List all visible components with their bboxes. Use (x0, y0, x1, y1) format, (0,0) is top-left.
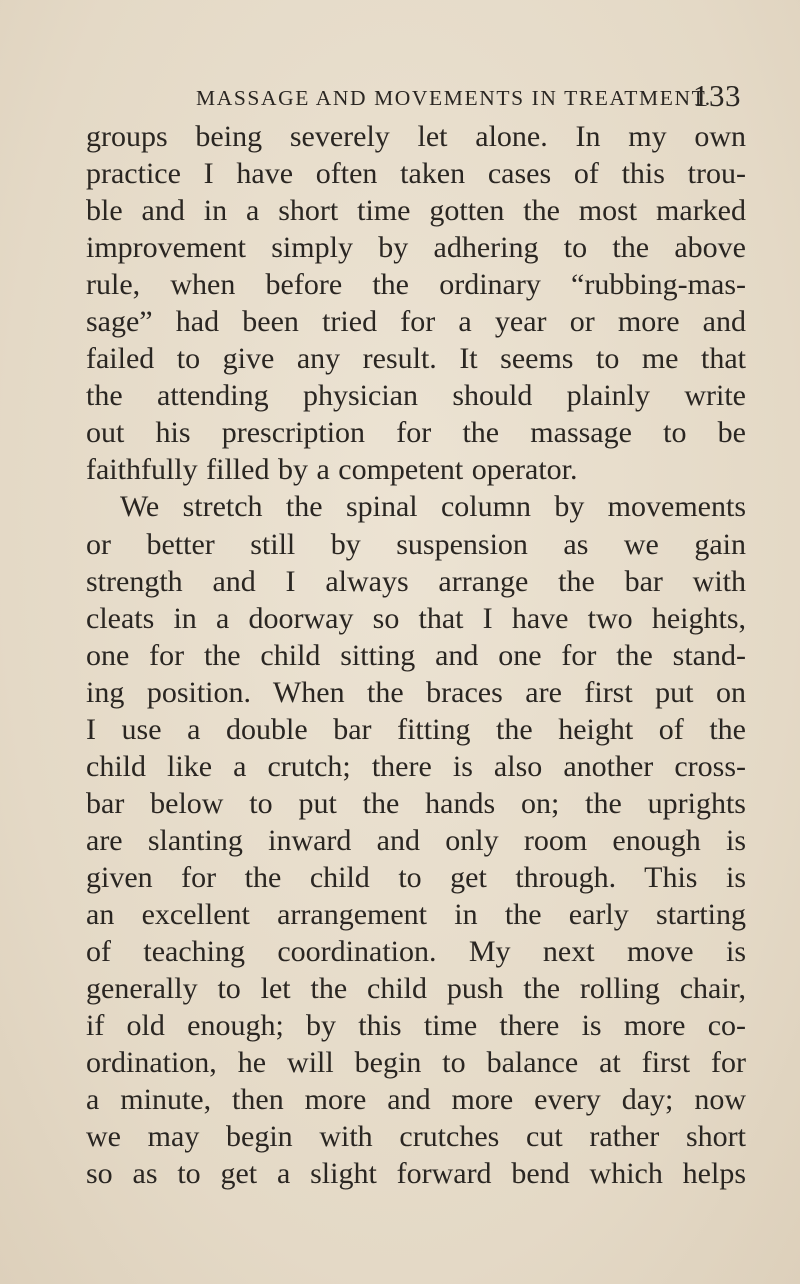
body-text (86, 118, 746, 1192)
page-number: 133 (693, 78, 741, 113)
text-line: practice I have often taken cases of this trou- (86, 157, 746, 191)
text-line: cleats in a doorway so that I have two heights, (86, 601, 746, 635)
text-line: out his prescription for the massage to be (86, 416, 746, 450)
text-line: we may begin with crutches cut rather short (86, 1120, 746, 1154)
text-line: sage” had been tried for a year or more and (86, 305, 746, 339)
text-line: improvement simply by adhering to the above (86, 231, 746, 265)
text-line: an excellent arrangement in the early starting (86, 897, 746, 931)
text-line: given for the child to get through. This is (86, 860, 746, 894)
running-title: MASSAGE AND MOVEMENTS IN TREATMENT. (196, 86, 712, 110)
text-line: I use a double bar fitting the height of the (86, 712, 746, 746)
text-line: groups being severely let alone. In my own (86, 120, 746, 153)
text-line: one for the child sitting and one for the stand- (86, 638, 746, 672)
text-line: failed to give any result. It seems to me that (86, 342, 746, 376)
text-line: of teaching coordination. My next move is (86, 935, 746, 969)
text-line: ing position. When the braces are first put on (86, 675, 746, 709)
running-header (196, 78, 741, 118)
text-line: child like a crutch; there is also another cross- (86, 749, 746, 783)
text-line: ordination, he will begin to balance at first for (86, 1046, 746, 1080)
text-line: rule, when before the ordinary “rubbing-mas- (86, 268, 746, 302)
text-line: or better still by suspension as we gain (86, 527, 746, 561)
text-line: a minute, then more and more every day; now (86, 1083, 746, 1117)
text-line: if old enough; by this time there is more co- (86, 1009, 746, 1043)
text-line: ble and in a short time gotten the most marked (86, 194, 746, 228)
text-line: bar below to put the hands on; the uprights (86, 786, 746, 820)
paragraph-start-line: We stretch the spinal column by movements (120, 490, 746, 524)
text-line: faithfully filled by a competent operator. (86, 453, 578, 487)
text-line: strength and I always arrange the bar with (86, 564, 746, 598)
text-line: so as to get a slight forward bend which helps (86, 1157, 746, 1191)
text-line: are slanting inward and only room enough is (86, 823, 746, 857)
text-line: generally to let the child push the rolling chair, (86, 972, 746, 1006)
text-line: the attending physician should plainly write (86, 379, 746, 413)
